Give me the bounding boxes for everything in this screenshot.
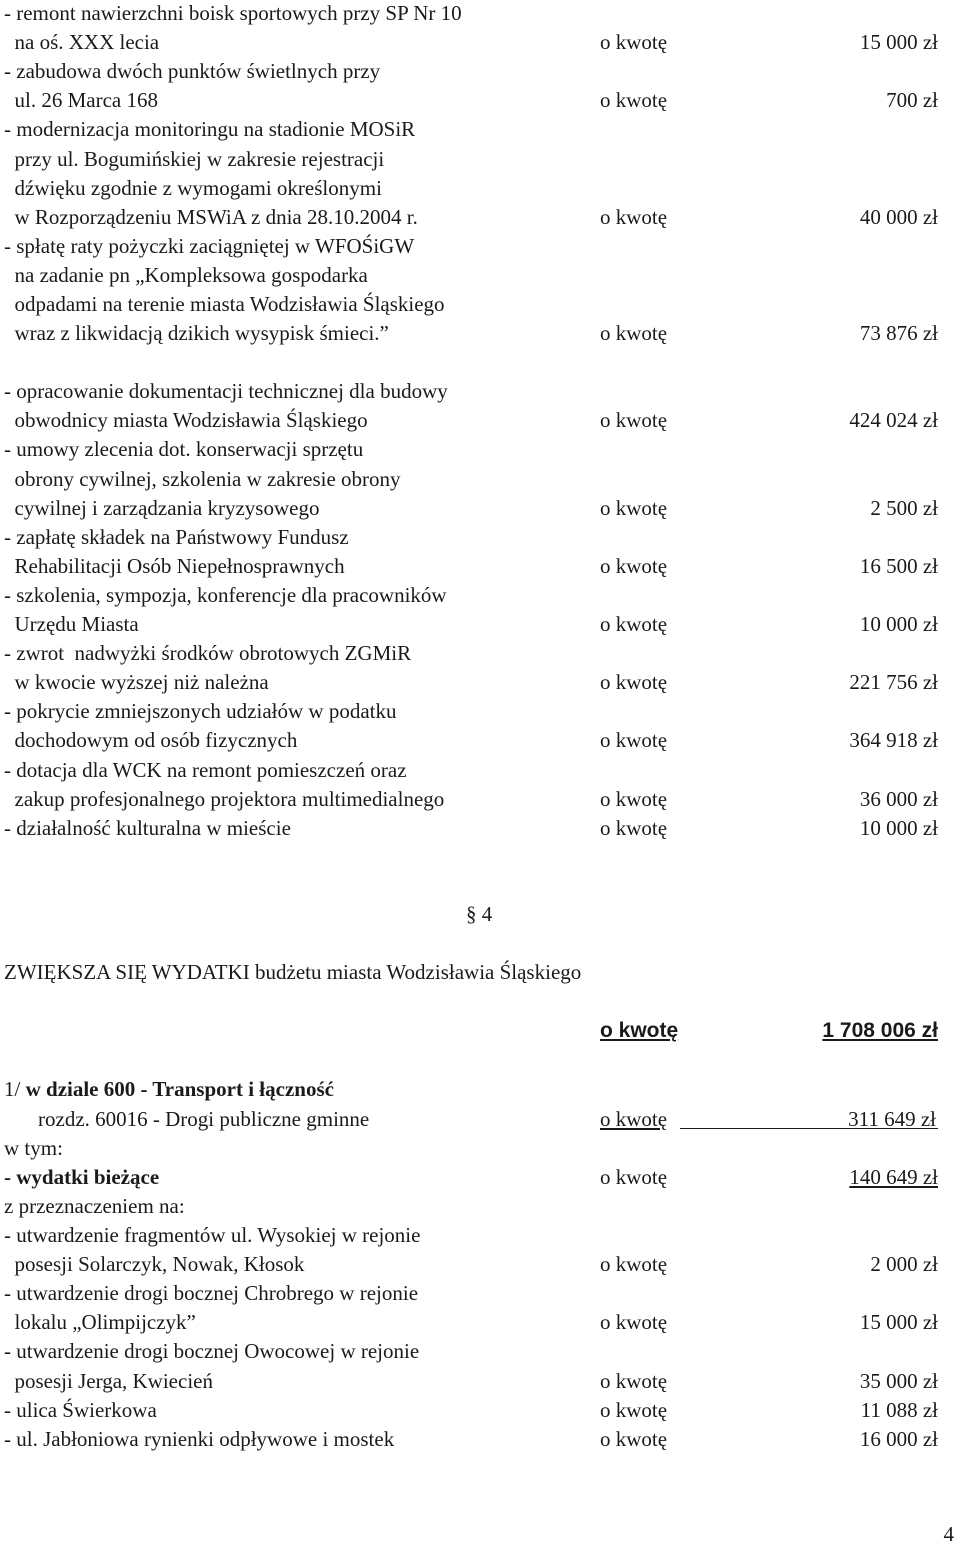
expense-item-text-line: obrony cywilnej, szkolenia w zakresie obrony bbox=[4, 466, 401, 491]
expense-item-kwota-label: o kwotę bbox=[600, 612, 668, 636]
expense-item-amount: 16 500 zł bbox=[859, 553, 938, 578]
dzial-prefix: 1/ bbox=[4, 1077, 26, 1101]
przeznaczenie-label: z przeznaczeniem na: bbox=[4, 1194, 185, 1218]
section-heading: ZWIĘKSZA SIĘ WYDATKI budżetu miasta Wodzisławia Śląskiego bbox=[4, 960, 582, 984]
expense-item-amount: 36 000 zł bbox=[859, 786, 938, 811]
expense-item-amount: 221 756 zł bbox=[849, 670, 938, 695]
rozdz-label: rozdz. 60016 - Drogi publiczne gminne bbox=[38, 1107, 370, 1131]
expense-item-text-line: ul. 26 Marca 168 bbox=[4, 88, 158, 113]
expense-item-amount: 73 876 zł bbox=[859, 321, 938, 346]
expense-item-text-line: - remont nawierzchni boisk sportowych przy SP Nr 10 bbox=[4, 1, 462, 25]
section-mark: § 4 bbox=[466, 902, 493, 926]
road-item-text-line: posesji Jerga, Kwiecień bbox=[4, 1368, 213, 1393]
expense-item-text-line: na oś. XXX lecia bbox=[4, 30, 160, 55]
expense-item-amount: 10 000 zł bbox=[859, 612, 938, 636]
road-item-amount: 15 000 zł bbox=[859, 1310, 938, 1335]
expense-item-amount: 15 000 zł bbox=[859, 30, 938, 55]
expense-item-text-line: dźwięku zgodnie z wymogami określonymi bbox=[4, 175, 382, 200]
expense-item-kwota-label: o kwotę bbox=[600, 321, 668, 346]
expense-item-kwota-label: o kwotę bbox=[600, 728, 668, 753]
dzial-heading bbox=[4, 1079, 334, 1100]
road-item-text-line: lokalu „Olimpijczyk” bbox=[4, 1310, 196, 1335]
dzial-title: w dziale 600 - Transport i łączność bbox=[25, 1077, 334, 1101]
wydatki-label: - wydatki bieżące bbox=[4, 1165, 160, 1189]
expense-item-text-line: Rehabilitacji Osób Niepełnosprawnych bbox=[4, 553, 345, 578]
road-item-amount: 35 000 zł bbox=[859, 1368, 938, 1393]
expense-item-kwota-label: o kwotę bbox=[600, 786, 668, 811]
road-item-text-line: - utwardzenie drogi bocznej Chrobrego w rejonie bbox=[4, 1281, 419, 1306]
expense-item-kwota-label: o kwotę bbox=[600, 88, 668, 113]
road-item-amount: 2 000 zł bbox=[870, 1252, 938, 1277]
road-item-amount: 11 088 zł bbox=[860, 1397, 938, 1422]
rozdz-amount: 311 649 zł bbox=[848, 1107, 936, 1131]
expense-item-text-line: - szkolenia, sympozja, konferencje dla pracowników bbox=[4, 582, 447, 607]
rozdz-kwota-label: o kwotę bbox=[600, 1107, 668, 1131]
road-item-text-line: posesji Solarczyk, Nowak, Kłosok bbox=[4, 1252, 305, 1277]
expense-item-amount: 10 000 zł bbox=[859, 815, 938, 840]
expense-item-text-line: zakup profesjonalnego projektora multimedialnego bbox=[4, 786, 445, 811]
expense-item-kwota-label: o kwotę bbox=[600, 815, 668, 840]
road-item-text-line: - ul. Jabłoniowa rynienki odpływowe i mostek bbox=[4, 1426, 395, 1451]
expense-item-text-line: - modernizacja monitoringu na stadionie MOSiR bbox=[4, 117, 416, 142]
expense-item-kwota-label: o kwotę bbox=[600, 495, 668, 520]
expense-item-text-line: w kwocie wyższej niż należna bbox=[4, 670, 269, 695]
expense-item-text-line: wraz z likwidacją dzikich wysypisk śmieci.” bbox=[4, 321, 389, 346]
expense-item-amount: 2 500 zł bbox=[870, 495, 938, 520]
expense-item-text-line: - zapłatę składek na Państwowy Fundusz bbox=[4, 524, 349, 549]
expense-item-text-line: - umowy zlecenia dot. konserwacji sprzętu bbox=[4, 437, 364, 462]
road-item-kwota-label: o kwotę bbox=[600, 1310, 668, 1335]
expense-item-text-line: - pokrycie zmniejszonych udziałów w podatku bbox=[4, 699, 397, 724]
wydatki-amount: 140 649 zł bbox=[849, 1165, 938, 1189]
section-total-label: o kwotę bbox=[600, 1019, 679, 1042]
expense-item-text-line: na zadanie pn „Kompleksowa gospodarka bbox=[4, 262, 368, 287]
page-number: 4 bbox=[943, 1522, 954, 1546]
wydatki-kwota-label: o kwotę bbox=[600, 1165, 668, 1189]
road-item-amount: 16 000 zł bbox=[859, 1426, 938, 1451]
expense-item-text-line: - zwrot nadwyżki środków obrotowych ZGMiR bbox=[4, 641, 412, 666]
expense-item-kwota-label: o kwotę bbox=[600, 30, 668, 55]
expense-item-text-line: cywilnej i zarządzania kryzysowego bbox=[4, 495, 320, 520]
expense-item-text-line: przy ul. Bogumińskiej w zakresie rejestracji bbox=[4, 146, 385, 171]
expense-item-text-line: - zabudowa dwóch punktów świetlnych przy bbox=[4, 59, 381, 84]
expense-item-text-line: odpadami na terenie miasta Wodzisławia Śląskiego bbox=[4, 292, 445, 316]
expense-item-text-line: Urzędu Miasta bbox=[4, 612, 139, 636]
road-item-text-line: - utwardzenie drogi bocznej Owocowej w rejonie bbox=[4, 1339, 420, 1364]
road-item-kwota-label: o kwotę bbox=[600, 1397, 668, 1422]
expense-item-amount: 40 000 zł bbox=[859, 204, 938, 229]
expense-item-text-line: dochodowym od osób fizycznych bbox=[4, 728, 298, 753]
expense-item-text-line: w Rozporządzeniu MSWiA z dnia 28.10.2004 r. bbox=[4, 204, 418, 229]
expense-item-kwota-label: o kwotę bbox=[600, 408, 668, 433]
section-total-amount: 1 708 006 zł bbox=[822, 1019, 938, 1042]
road-item-kwota-label: o kwotę bbox=[600, 1252, 668, 1277]
expense-item-kwota-label: o kwotę bbox=[600, 553, 668, 578]
expense-item-text-line: obwodnicy miasta Wodzisławia Śląskiego bbox=[4, 408, 368, 433]
road-item-text-line: - ulica Świerkowa bbox=[4, 1397, 157, 1422]
expense-item-amount: 424 024 zł bbox=[849, 408, 938, 433]
expense-item-text-line: - działalność kulturalna w mieście bbox=[4, 815, 291, 840]
expense-item-text-line: - spłatę raty pożyczki zaciągniętej w WFOŚiGW bbox=[4, 233, 415, 258]
w-tym-label: w tym: bbox=[4, 1136, 63, 1160]
road-item-kwota-label: o kwotę bbox=[600, 1368, 668, 1393]
expense-item-kwota-label: o kwotę bbox=[600, 204, 668, 229]
expense-item-amount: 364 918 zł bbox=[849, 728, 938, 753]
expense-item-text-line: - dotacja dla WCK na remont pomieszczeń oraz bbox=[4, 757, 407, 782]
expense-item-kwota-label: o kwotę bbox=[600, 670, 668, 695]
road-item-text-line: - utwardzenie fragmentów ul. Wysokiej w rejonie bbox=[4, 1223, 421, 1247]
expense-item-amount: 700 zł bbox=[886, 88, 938, 113]
road-item-kwota-label: o kwotę bbox=[600, 1426, 668, 1451]
expense-item-text-line: - opracowanie dokumentacji technicznej dla budowy bbox=[4, 379, 448, 404]
